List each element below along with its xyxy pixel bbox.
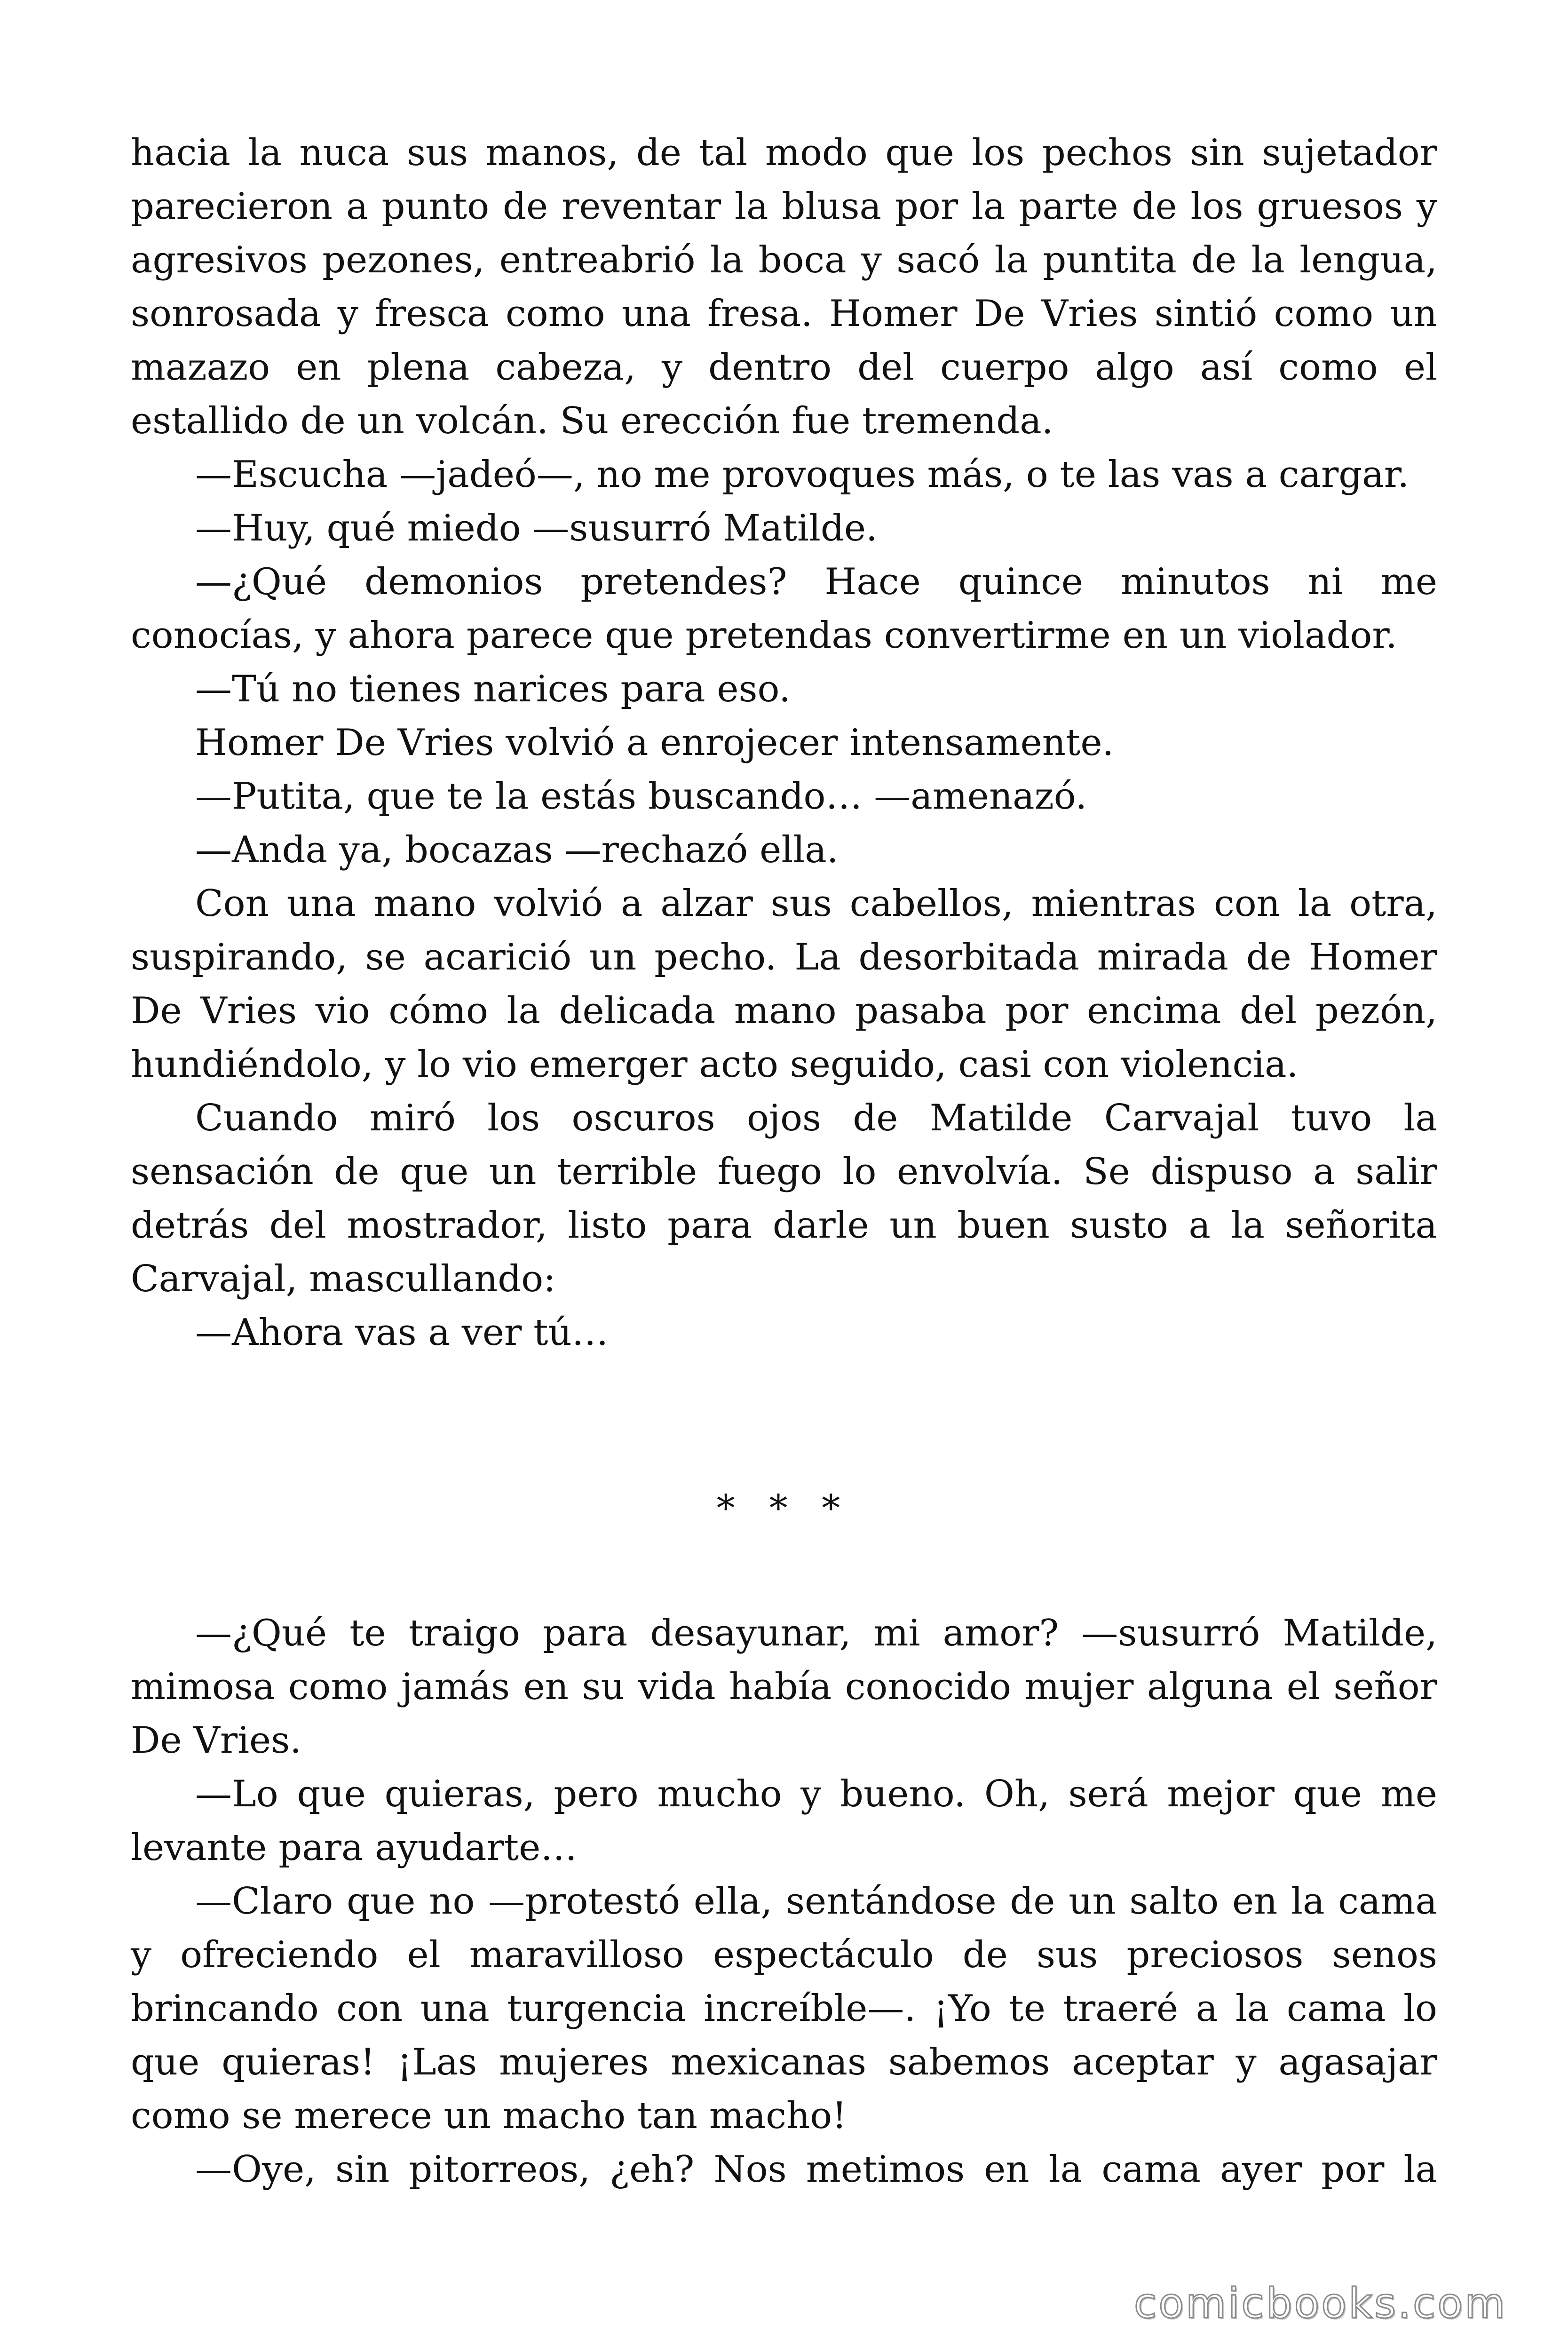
paragraph: —Ahora vas a ver tú… <box>195 1311 609 1354</box>
paragraph: —Escucha —jadeó—, no me provoques más, o te las vas a cargar. <box>195 453 1410 496</box>
text-block-after-break <box>131 1606 1437 2196</box>
paragraph: —¿Qué demonios pretendes? Hace quince minutos ni me conocías, y ahora parece que pretendas convertirme en un violador. <box>131 561 1437 657</box>
paragraph: Cuando miró los oscuros ojos de Matilde Carvajal tuvo la sensación de que un terrible fuego lo envolvía. Se dispuso a salir detrás del mostrador, listo para darle un buen susto a la señorita Carvajal, mascullando: <box>131 1097 1437 1300</box>
paragraph: hacia la nuca sus manos, de tal modo que los pechos sin sujetador parecieron a punto de reventar la blusa por la parte de los gruesos y agresivos pezones, entreabrió la boca y sacó la puntita de la lengua, sonrosada y fresca como una fresa. Homer De Vries sintió como un mazazo en plena cabeza, y dentro del cuerpo algo así como el estallido de un volcán. Su erección fue tremenda. <box>131 132 1437 442</box>
text-block-before-break <box>131 126 1437 1359</box>
paragraph: —Lo que quieras, pero mucho y bueno. Oh, será mejor que me levante para ayudarte… <box>131 1773 1437 1869</box>
paragraph: —Oye, sin pitorreos, ¿eh? Nos metimos en la cama ayer por la <box>195 2148 1437 2191</box>
paragraph: —Huy, qué miedo —susurró Matilde. <box>195 507 878 549</box>
paragraph: Con una mano volvió a alzar sus cabellos, mientras con la otra, suspirando, se acarició un pecho. La desorbitada mirada de Homer De Vries vio cómo la delicada mano pasaba por encima del pezón, hundiéndolo, y lo vio emerger acto seguido, casi con violencia. <box>131 882 1437 1086</box>
paragraph: Homer De Vries volvió a enrojecer intensamente. <box>195 722 1114 764</box>
paragraph: —¿Qué te traigo para desayunar, mi amor? —susurró Matilde, mimosa como jamás en su vida había conocido mujer alguna el señor De Vries. <box>131 1612 1437 1762</box>
scene-break: * * * <box>716 1487 852 1530</box>
paragraph: —Anda ya, bocazas —rechazó ella. <box>195 829 839 871</box>
paragraph: —Putita, que te la estás buscando… —amenazó. <box>195 775 1087 818</box>
paragraph: —Tú no tienes narices para eso. <box>195 668 791 710</box>
watermark: comicbooks.com <box>1133 2279 1507 2328</box>
paragraph: —Claro que no —protestó ella, sentándose de un salto en la cama y ofreciendo el maravilloso espectáculo de sus preciosos senos brincando con una turgencia increíble—. ¡Yo te traeré a la cama lo que quieras! ¡Las mujeres mexicanas sabemos aceptar y agasajar como se merece un macho tan macho! <box>131 1880 1437 2137</box>
